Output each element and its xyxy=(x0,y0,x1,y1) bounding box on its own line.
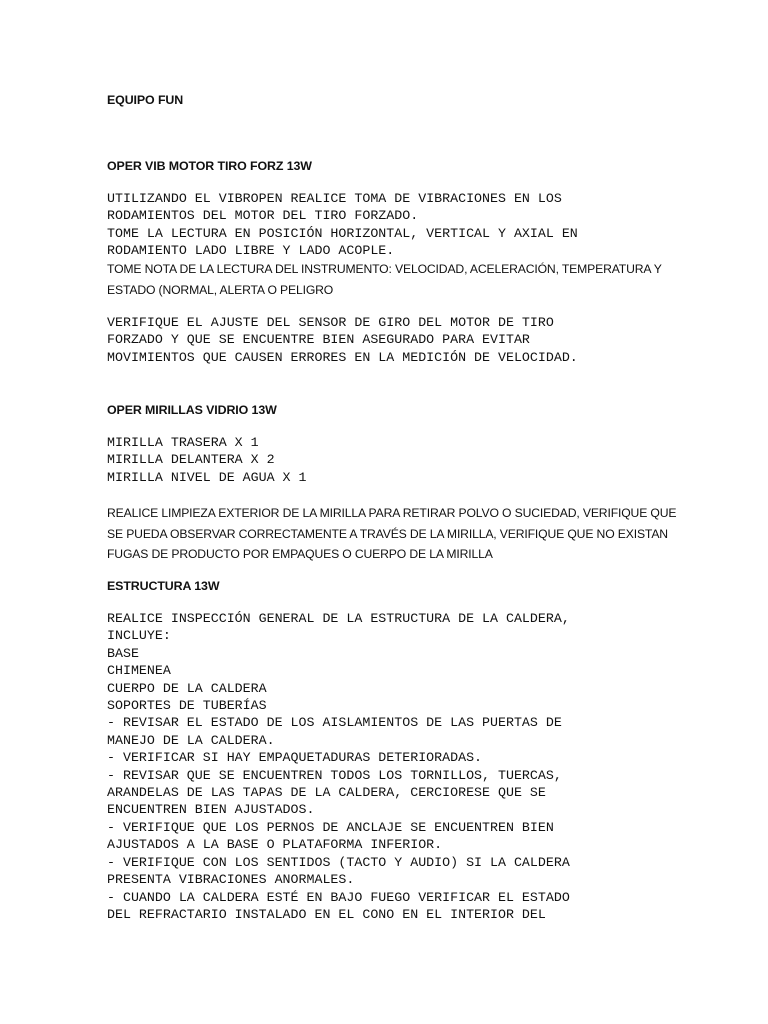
text-line: VERIFIQUE EL AJUSTE DEL SENSOR DE GIRO DEL MOTOR DE TIRO xyxy=(107,315,554,330)
vib-motor-note xyxy=(107,259,667,300)
text-line: UTILIZANDO EL VIBROPEN REALICE TOMA DE VIBRACIONES EN LOS xyxy=(107,191,562,206)
text-line: ARANDELAS DE LAS TAPAS DE LA CALDERA, CERCIORESE QUE SE xyxy=(107,785,546,801)
list-item: MIRILLA NIVEL DE AGUA X 1 xyxy=(107,469,307,485)
text-line: - VERIFICAR SI HAY EMPAQUETADURAS DETERIORADAS. xyxy=(107,750,483,766)
vib-motor-instructions-2 xyxy=(107,314,667,366)
text-line: AJUSTADOS A LA BASE O PLATAFORMA INFERIOR. xyxy=(107,837,443,853)
text-line: MANEJO DE LA CALDERA. xyxy=(107,732,275,748)
text-line: ENCUENTREN BIEN AJUSTADOS. xyxy=(107,802,315,818)
text-line: BASE xyxy=(107,645,139,661)
mirillas-list xyxy=(107,434,667,486)
mirillas-instructions xyxy=(107,503,677,565)
text-line: CHIMENEA xyxy=(107,663,171,679)
text-line: TOME LA LECTURA EN POSICIÓN HORIZONTAL, VERTICAL Y AXIAL EN xyxy=(107,225,578,241)
vib-motor-instructions-1 xyxy=(107,190,667,260)
text-line: SOPORTES DE TUBERÍAS xyxy=(107,698,267,714)
text-line: CUERPO DE LA CALDERA xyxy=(107,680,267,696)
text-line: FUGAS DE PRODUCTO POR EMPAQUES O CUERPO DE LA MIRILLA xyxy=(107,547,493,561)
text-line: RODAMIENTO LADO LIBRE Y LADO ACOPLE. xyxy=(107,243,395,259)
text-line: FORZADO Y QUE SE ENCUENTRE BIEN ASEGURADO PARA EVITAR xyxy=(107,332,530,348)
list-item: MIRILLA DELANTERA X 2 xyxy=(107,452,275,468)
text-line: - REVISAR QUE SE ENCUENTREN TODOS LOS TORNILLOS, TUERCAS, xyxy=(107,767,562,783)
text-line: RODAMIENTOS DEL MOTOR DEL TIRO FORZADO. xyxy=(107,208,419,224)
text-line: ESTADO (NORMAL, ALERTA O PELIGRO xyxy=(107,282,334,297)
text-line: REALICE INSPECCIÓN GENERAL DE LA ESTRUCTURA DE LA CALDERA, xyxy=(107,611,570,626)
text-line: PRESENTA VIBRACIONES ANORMALES. xyxy=(107,872,355,888)
section-heading-estructura: ESTRUCTURA 13W xyxy=(107,579,220,593)
text-line: - VERIFIQUE CON LOS SENTIDOS (TACTO Y AUDIO) SI LA CALDERA xyxy=(107,854,570,870)
text-line: TOME NOTA DE LA LECTURA DEL INSTRUMENTO: VELOCIDAD, ACELERACIÓN, TEMPERATURA Y xyxy=(107,262,662,276)
document-title: EQUIPO FUN xyxy=(107,93,184,107)
text-line: - VERIFIQUE QUE LOS PERNOS DE ANCLAJE SE ENCUENTREN BIEN xyxy=(107,819,554,835)
text-line: DEL REFRACTARIO INSTALADO EN EL CONO EN EL INTERIOR DEL xyxy=(107,906,546,922)
estructura-instructions xyxy=(107,610,667,923)
section-heading-vib-motor: OPER VIB MOTOR TIRO FORZ 13W xyxy=(107,159,312,173)
text-line: - CUANDO LA CALDERA ESTÉ EN BAJO FUEGO VERIFICAR EL ESTADO xyxy=(107,889,570,905)
text-line: REALICE LIMPIEZA EXTERIOR DE LA MIRILLA PARA RETIRAR POLVO O SUCIEDAD, VERIFIQUE QUE xyxy=(107,506,677,520)
text-line: SE PUEDA OBSERVAR CORRECTAMENTE A TRAVÉS DE LA MIRILLA, VERIFIQUE QUE NO EXISTAN xyxy=(107,526,668,541)
text-line: - REVISAR EL ESTADO DE LOS AISLAMIENTOS DE LAS PUERTAS DE xyxy=(107,715,562,731)
text-line: MOVIMIENTOS QUE CAUSEN ERRORES EN LA MEDICIÓN DE VELOCIDAD. xyxy=(107,349,578,365)
list-item: MIRILLA TRASERA X 1 xyxy=(107,435,259,450)
text-line: INCLUYE: xyxy=(107,628,171,644)
section-heading-mirillas: OPER MIRILLAS VIDRIO 13W xyxy=(107,403,277,417)
